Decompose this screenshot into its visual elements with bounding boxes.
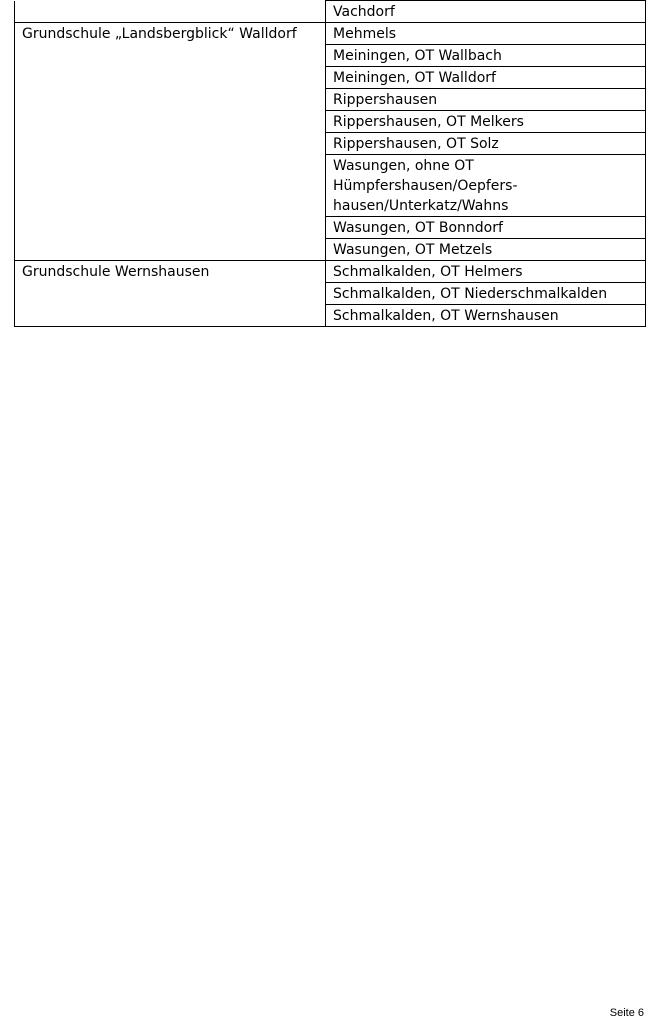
school-cell — [15, 155, 326, 217]
table-row — [15, 67, 646, 89]
school-cell: Grundschule „Landsbergblick“ Walldorf — [15, 23, 326, 45]
table-row — [15, 217, 646, 239]
table-row — [15, 261, 646, 283]
school-cell — [15, 305, 326, 327]
location-cell: Rippershausen — [326, 89, 646, 111]
table-row — [15, 89, 646, 111]
location-cell: Wasungen, ohne OT Hümpfershausen/Oepfers-hausen/Unterkatz/Wahns — [326, 155, 646, 217]
table-row — [15, 305, 646, 327]
school-cell — [15, 67, 326, 89]
location-cell: Wasungen, OT Metzels — [326, 239, 646, 261]
school-cell — [15, 45, 326, 67]
location-cell: Mehmels — [326, 23, 646, 45]
location-cell: Vachdorf — [326, 1, 646, 23]
table-row — [15, 1, 646, 23]
table-row — [15, 283, 646, 305]
table-row — [15, 239, 646, 261]
school-cell — [15, 133, 326, 155]
page-number: Seite 6 — [609, 1007, 644, 1019]
table-row — [15, 155, 646, 217]
school-cell: Grundschule Wernshausen — [15, 261, 326, 283]
location-cell: Schmalkalden, OT Helmers — [326, 261, 646, 283]
table-row — [15, 45, 646, 67]
table-row — [15, 133, 646, 155]
table-row — [15, 111, 646, 133]
location-cell: Rippershausen, OT Melkers — [326, 111, 646, 133]
location-cell: Rippershausen, OT Solz — [326, 133, 646, 155]
school-cell — [15, 239, 326, 261]
location-cell: Wasungen, OT Bonndorf — [326, 217, 646, 239]
location-cell: Meiningen, OT Walldorf — [326, 67, 646, 89]
school-cell — [15, 283, 326, 305]
school-cell — [15, 1, 326, 23]
location-cell: Schmalkalden, OT Wernshausen — [326, 305, 646, 327]
school-district-table — [14, 0, 646, 327]
location-cell: Schmalkalden, OT Niederschmalkalden — [326, 283, 646, 305]
school-cell — [15, 111, 326, 133]
location-cell: Meiningen, OT Wallbach — [326, 45, 646, 67]
table-row — [15, 23, 646, 45]
school-cell — [15, 217, 326, 239]
school-cell — [15, 89, 326, 111]
